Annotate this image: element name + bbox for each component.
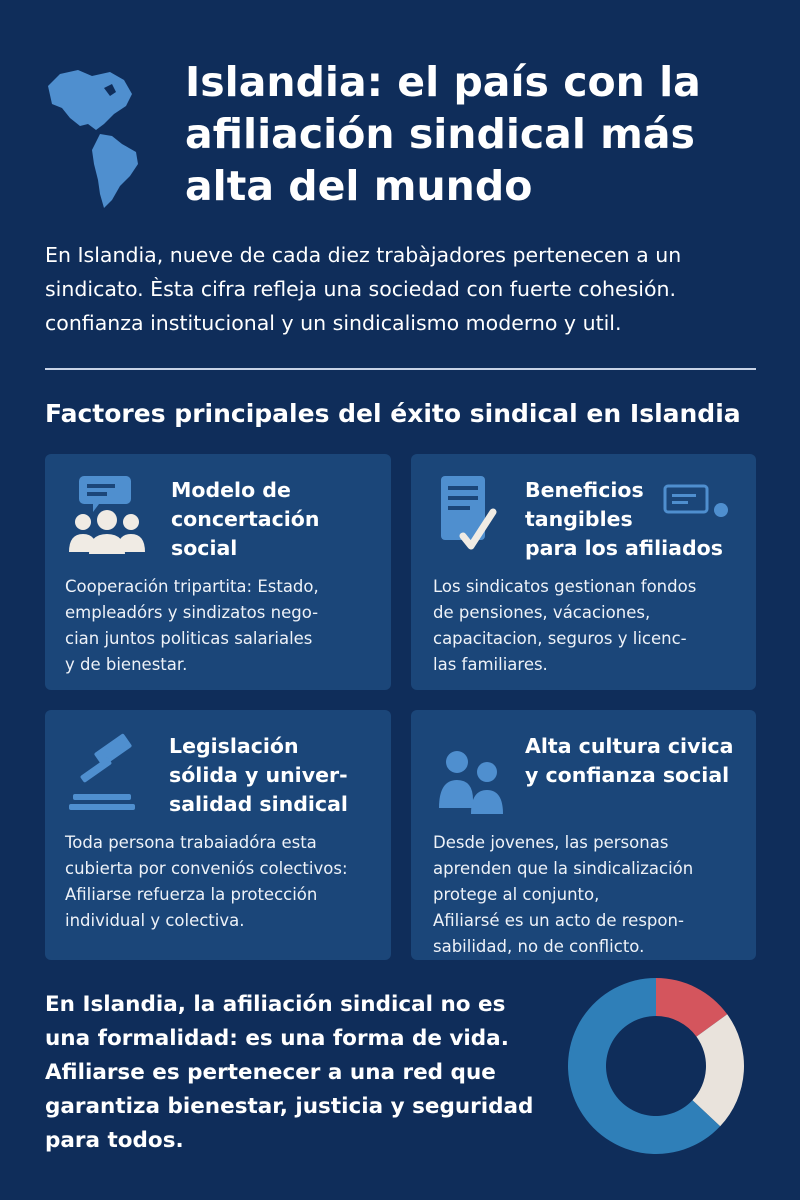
- intro-text: En Islandia, nueve de cada diez trabàjadores pertenecen a un sindicato. Èsta cifra refleja una sociedad con fuerte cohesión. confianza institucional y un sindicalismo moderno y util.: [45, 243, 682, 335]
- header: [40, 56, 760, 216]
- card-text: Los sindicatos gestionan fondos de pensiones, vácaciones, capacitacion, seguros y licenc- las familiares.: [433, 577, 697, 674]
- document-check-icon: [433, 472, 513, 562]
- closing-statement: En Islandia, la afiliación sindical no es una formalidad: es una forma de vida. Afiliarse es pertenecer a una red que garantiza bienestar, justicia y seguridad para todos.: [45, 992, 534, 1153]
- gavel-icon: [69, 728, 149, 818]
- card-title: Beneficios tangibles para los afiliados: [525, 478, 723, 560]
- people-icon: [435, 728, 515, 818]
- donut-chart: [568, 978, 744, 1154]
- card-cultura-civica: [411, 710, 756, 960]
- page-title: Islandia: el país con la afiliación sindical más alta del mundo: [185, 58, 701, 210]
- card-title: Modelo de concertación social: [171, 478, 320, 560]
- card-title: Legislación sólida y univer- salidad sindical: [169, 734, 348, 816]
- card-text: Cooperación tripartita: Estado, empleadórs y sindizatos nego- cian juntos politicas salariales y de bienestar.: [65, 577, 319, 674]
- card-title: Alta cultura civica y confianza social: [525, 734, 734, 787]
- card-modelo-concertacion: [45, 454, 391, 690]
- card-beneficios-tangibles: [411, 454, 756, 690]
- section-title: Factores principales del éxito sindical en Islandia: [45, 399, 741, 428]
- card-text: Toda persona trabaiadóra esta cubierta por conveniós colectivos: Afiliarse refuerza la protección individual y colectiva.: [65, 833, 348, 930]
- card-legislacion-solida: [45, 710, 391, 960]
- card-chat-icon: [663, 484, 733, 524]
- divider: [45, 368, 756, 370]
- card-text: Desde jovenes, las personas aprenden que la sindicalización protege al conjunto, Afiliarsé es un acto de respon- sabilidad, no de conflicto.: [433, 833, 694, 956]
- group-chat-icon: [69, 472, 149, 562]
- americas-globe-icon: [40, 64, 150, 214]
